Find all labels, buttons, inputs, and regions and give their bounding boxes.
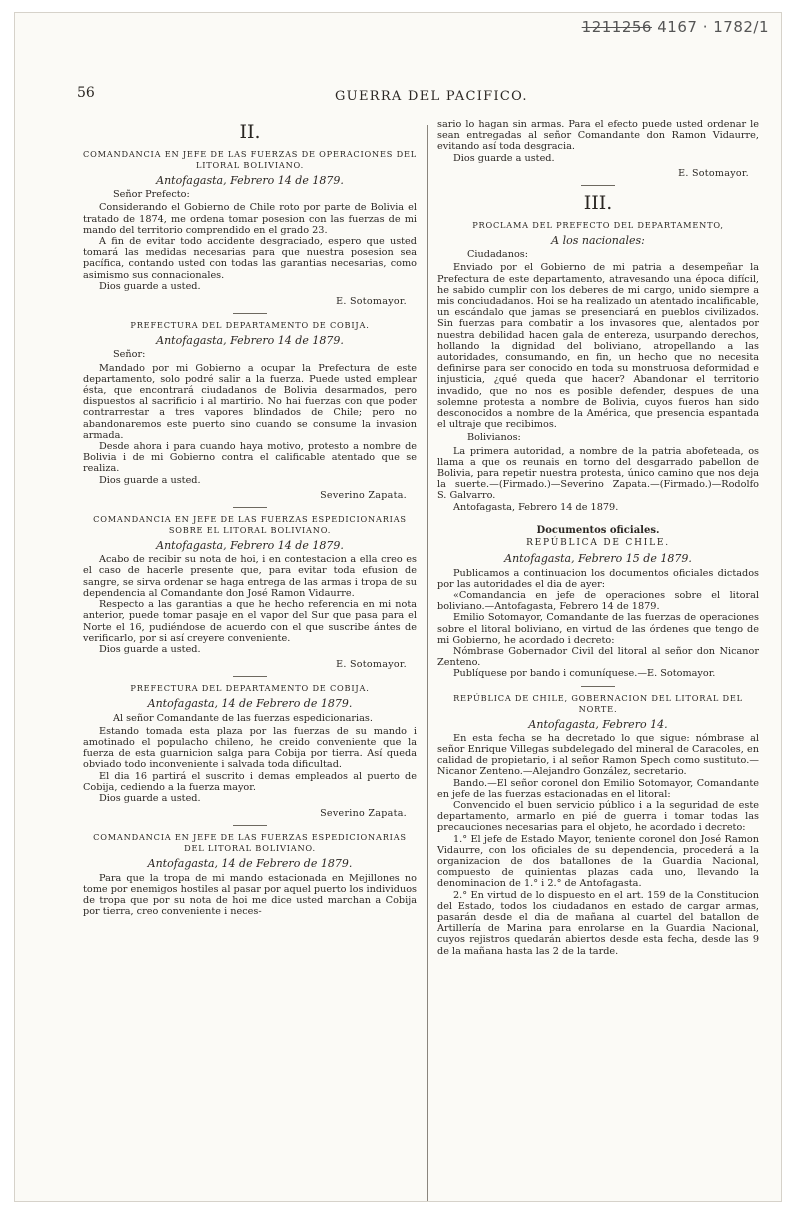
paragraph: Emilio Sotomayor, Comandante de las fuerzas de operaciones sobre el litoral boliviano, en virtud de las órdenes que tengo de mi Gobierno, he acordado i decreto: [437,612,759,646]
documentos-oficiales [437,525,759,680]
document-iii-proclama [437,192,759,513]
document-date: Antofagasta, 14 de Febrero de 1879. [147,857,353,871]
salutation: Al señor Comandante de las fuerzas espedicionarias. [113,712,373,724]
running-title: GUERRA DEL PACIFICO. [335,89,528,104]
paragraph: En esta fecha se ha decretado lo que sigue: nómbrase al señor Enrique Villegas subdelegado del mineral de Caracoles, en calidad de propietario, i al señor Ramon Spech como sustituto.—Nicanor Zenteno.—Alejandro González, secretario. [437,732,759,778]
section-title: Documentos oficiales. [536,524,660,536]
archive-number: 1211256 [581,18,652,36]
section-number: II. [239,121,261,143]
paragraph: Publicamos a continuacion los documentos oficiales dictados por las autoridades el dia de ayer: [437,567,759,590]
document-gobernacion [437,693,759,957]
document-comandancia-3-continued [437,119,759,179]
left-column [83,119,417,917]
paragraph: Dios guarde a usted. [99,643,201,655]
document-heading: COMANDANCIA EN JEFE DE LAS FUERZAS DE OPERACIONES DEL LITORAL BOLIVIANO. [83,149,417,170]
document-comandancia-3 [83,832,417,917]
paragraph: Bando.—El señor coronel don Emilio Sotomayor, Comandante en jefe de las fuerzas estacionadas en el litoral: [437,777,759,800]
document-date: Antofagasta, Febrero 15 de 1879. [504,552,692,566]
document-heading: PREFECTURA DEL DEPARTAMENTO DE COBIJA. [130,683,370,694]
separator-rule [233,825,267,826]
signature: E. Sotomayor. [336,659,407,671]
salutation: Ciudadanos: [467,249,529,261]
paragraph: Dios guarde a usted. [99,474,201,486]
paragraph: Nómbrase Gobernador Civil del litoral al señor don Nicanor Zenteno. [437,645,759,669]
document-prefectura-2 [83,683,417,819]
signature: Severino Zapata. [320,808,407,820]
paragraph: «Comandancia en jefe de operaciones sobre el litoral boliviano.—Antofagasta, Febrero 14 de 1879. [437,589,759,613]
paragraph: Enviado por el Gobierno de mi patria a desempeñar la Prefectura de este departamento, atravesando una época difícil, he sabido cumplir con los deberes de mi cargo, unido siempre a mis conciudadanos. Hoi se ha realizado un atentado incalificable, un escándalo que jamas se presenciará en pueblos civilizados. Sin fuerzas para combatir a los invasores que, alentados por nuestra debilidad hacen gala de entereza, usurpando derechos, hollando la dignidad del boliviano, atropellando a las autoridades, consumando, en fin, un hecho que no necesita definirse para ser conocido en toda su monstruosa deformidad e injusticia, ¿qué queda que hacer? Abandonar el territorio invadido, que no nos es posible defender, despues de una solemne protesta a nombre de Bolivia, cuyos fueros han sido desconocidos a nombre de la América, que presencia espantada el ultraje que recibimos. [437,262,759,431]
separator-rule [581,686,615,687]
document-heading: REPÚBLICA DE CHILE, GOBERNACION DEL LITORAL DEL NORTE. [453,692,743,714]
document-ii [83,121,417,307]
paragraph: Dios guarde a usted. [99,792,201,804]
page-number: 56 [77,85,95,101]
paragraph: Considerando el Gobierno de Chile roto por parte de Bolivia el tratado de 1874, me ordena tomar posesion con las fuerzas de mi mando del territorio comprendido en el grado 23. [83,202,417,236]
salutation: Bolivianos: [467,432,521,444]
paragraph: La primera autoridad, a nombre de la patria abofeteada, os llama a que os reunais en torno del desgarrado pabellon de Bolivia, para repetir nuestra protesta, único camino que nos deja la suerte.—(Firmado.)—Severino Zapata.—(Firmado.)—Rodolfo S. Galvarro. [437,445,759,502]
paragraph: A fin de evitar todo accidente desgraciado, espero que usted tomará las medidas necesarias para que nuestra posesion sea pacífica, contando usted con todas las garantias necesarias, como asimismo sus connacionales. [83,236,417,281]
paragraph: Acabo de recibir su nota de hoi, i en contestacion a ella creo es el caso de hacerle presente que, para evitar toda efusion de sangre, se sirva ordenar se haga entrega de las armas i tropa de su dependencia al Comandante don José Ramon Vidaurre. [83,554,417,599]
document-prefectura-1 [83,320,417,501]
newspaper-page [14,12,782,1202]
signature: Severino Zapata. [320,489,407,501]
section-number: III. [583,192,613,215]
paragraph: Antofagasta, Febrero 14 de 1879. [453,501,619,513]
paragraph: sario lo hagan sin armas. Para el efecto puede usted ordenar le sean entregadas al señor Comandante don Ramon Vidaurre, evitando así toda desgracia. [437,119,759,153]
document-date: Antofagasta, 14 de Febrero de 1879. [147,697,353,711]
document-heading: COMANDANCIA EN JEFE DE LAS FUERZAS ESPEDICIONARIAS SOBRE EL LITORAL BOLIVIANO. [93,514,407,536]
signature: E. Sotomayor. [678,167,749,179]
section-subtitle: REPÚBLICA DE CHILE. [526,538,670,549]
document-heading: COMANDANCIA EN JEFE DE LAS FUERZAS ESPEDICIONARIAS DEL LITORAL BOLIVIANO. [93,832,407,854]
paragraph: Mandado por mi Gobierno a ocupar la Prefectura de este departamento, solo podré salir a la fuerza. Puede usted emplear ésta, que encontrará ciudadanos de Bolivia desarmados, pero dispuestos al sacrificio i al martirio. No hai fuerzas con que poder contrarrestar a tres vapores blindados de Chile; pero no abandonaremos este puerto sino cuando se consume la invasion armada. [83,362,417,441]
document-date: Antofagasta, Febrero 14 de 1879. [156,334,344,348]
separator-rule [233,313,267,314]
archive-annotation [582,18,769,36]
document-heading: PROCLAMA DEL PREFECTO DEL DEPARTAMENTO, [472,220,724,231]
paragraph: Dios guarde a usted. [99,280,201,292]
paragraph: Estando tomada esta plaza por las fuerzas de su mando i amotinado el populacho chileno, he creido conveniente que la fuerza de esta guarnicion salga para Cobija por tierra. Así queda obviado todo inconveniente i salvada toda dificultad. [83,725,417,771]
right-column [437,119,759,957]
separator-rule [233,676,267,677]
paragraph: Dios guarde a usted. [453,152,555,164]
document-date: Antofagasta, Febrero 14 de 1879. [156,174,344,187]
paragraph: 1.° El jefe de Estado Mayor, teniente coronel don José Ramon Vidaurre, con los oficiales de su dependencia, procederá a la organizacion de dos batallones de la Guardia Nacional, compuesto de quinientas plazas cada uno, llevando la denominacion de 1.° i 2.° de Antofagasta. [437,833,759,890]
paragraph: Desde ahora i para cuando haya motivo, protesto a nombre de Bolivia i de mi Gobierno contra el calificable atentado que se realiza. [83,441,417,475]
archive-refs: 4167 · 1782/1 [657,18,769,36]
salutation: Señor Prefecto: [113,189,190,201]
signature: E. Sotomayor. [336,296,407,308]
paragraph: Publíquese por bando i comuníquese.—E. Sotomayor. [453,668,716,680]
column-divider [427,125,428,1202]
paragraph: Respecto a las garantias a que he hecho referencia en mi nota anterior, puede tomar pasaje en el vapor del Sur que pasa para el Norte el 16, pudiéndose de acuerdo con el que suscribe ántes de verificarlo, por si así creyere conveniente. [83,599,417,644]
document-heading: PREFECTURA DEL DEPARTAMENTO DE COBIJA. [130,320,370,331]
paragraph: Para que la tropa de mi mando estacionada en Mejillones no tome por enemigos hostiles al pasar por aquel puerto los individuos de tropa que por su nota de hoi me dice usted marchan a Cobija por tierra, creo conveniente i neces- [83,872,417,918]
paragraph: 2.° En virtud de lo dispuesto en el art. 159 de la Constitucion del Estado, todos los ciudadanos en estado de cargar armas, pasarán desde el dia de mañana al cuartel del batallon de Artillería de Marina para enrolarse en la Guardia Nacional, cuyos rejistros quedarán abiertos desde esta fecha, desde las 9 de la mañana hasta las 2 de la tarde. [437,889,759,957]
separator-rule [233,507,267,508]
document-date: Antofagasta, Febrero 14 de 1879. [156,539,344,553]
salutation: Señor: [113,349,146,361]
document-date: Antofagasta, Febrero 14. [528,717,668,731]
paragraph: El dia 16 partirá el suscrito i demas empleados al puerto de Cobija, cediendo a la fuerza mayor. [83,770,417,793]
document-subheading: A los nacionales: [551,234,645,248]
separator-rule [581,185,615,186]
document-comandancia-2 [83,514,417,670]
paragraph: Convencido el buen servicio público i a la seguridad de este departamento, armarlo en pié de guerra i tomar todas las precauciones necesarias para el objeto, he acordado i decreto: [437,799,759,834]
